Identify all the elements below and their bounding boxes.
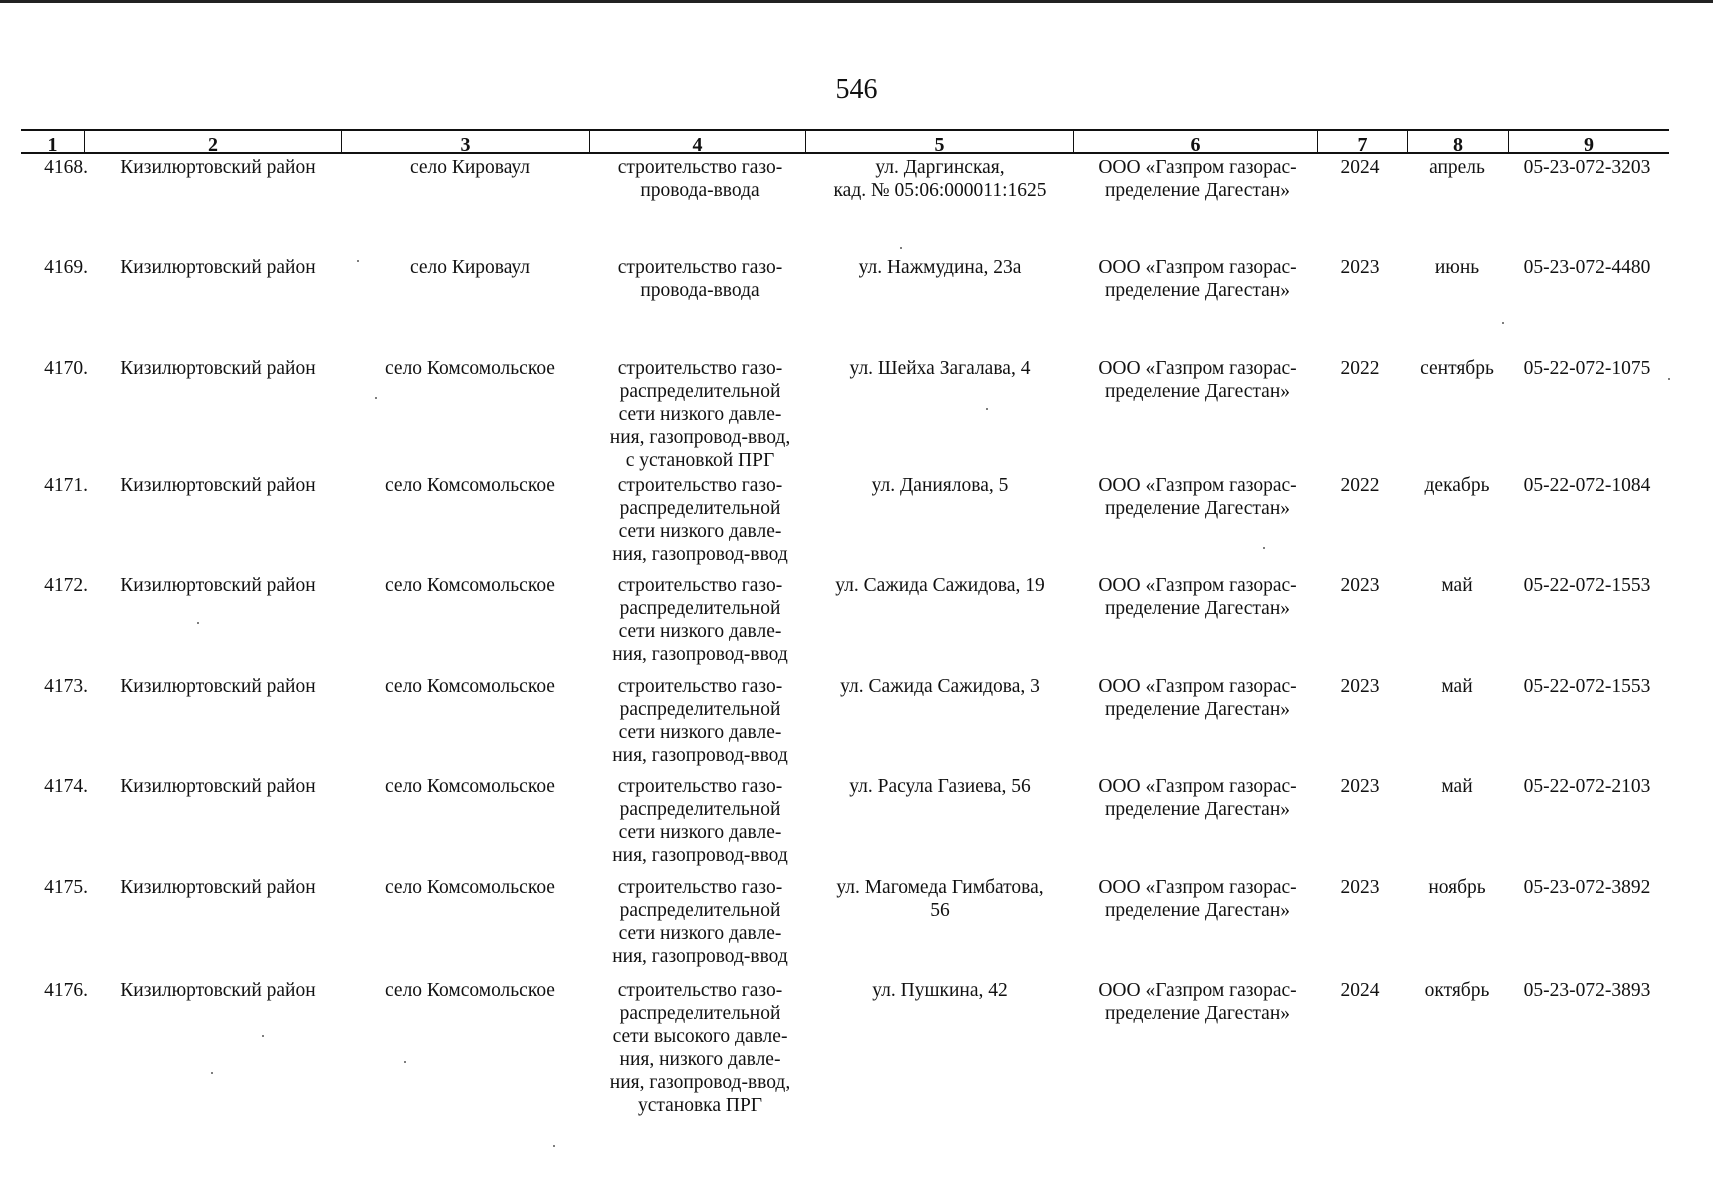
organization: ООО «Газпром газорас- пределение Дагестан» (1098, 776, 1297, 820)
scan-speck (900, 247, 902, 249)
district: Кизилюртовский район (120, 257, 316, 278)
scan-speck (375, 397, 377, 399)
row-number: 4173. (44, 676, 88, 697)
settlement: село Комсомольское (385, 980, 555, 1001)
settlement: село Комсомольское (385, 575, 555, 596)
work-description: строительство газо- распределительной сети высокого давле- ния, низкого давле- ния, газопровод-ввод, установка ПРГ (609, 980, 791, 1116)
table-header (21, 129, 1669, 154)
address: ул. Расула Газиева, 56 (849, 776, 1031, 797)
column-header-7: 7 (1317, 131, 1407, 154)
row-number: 4170. (44, 358, 88, 379)
registry-code: 05-23-072-3893 (1523, 980, 1651, 1001)
month: июнь (1434, 257, 1480, 278)
row-number: 4168. (44, 157, 88, 178)
scan-top-edge (0, 0, 1713, 3)
scan-speck (262, 1035, 264, 1037)
column-header-5: 5 (805, 131, 1073, 154)
work-description: строительство газо- провода-ввода (617, 257, 783, 301)
row-number: 4169. (44, 257, 88, 278)
year: 2023 (1340, 776, 1380, 797)
month: апрель (1429, 157, 1485, 178)
month: май (1441, 676, 1473, 697)
column-header-3: 3 (341, 131, 589, 154)
scan-speck (1668, 378, 1670, 380)
registry-code: 05-23-072-3892 (1523, 877, 1651, 898)
organization: ООО «Газпром газорас- пределение Дагестан» (1098, 980, 1297, 1024)
work-description: строительство газо- распределительной сети низкого давле- ния, газопровод-ввод (612, 475, 788, 565)
work-description: строительство газо- распределительной сети низкого давле- ния, газопровод-ввод (612, 676, 788, 766)
address: ул. Нажмудина, 23а (858, 257, 1022, 278)
scan-speck (404, 1061, 406, 1063)
work-description: строительство газо- распределительной сети низкого давле- ния, газопровод-ввод, с установкой ПРГ (609, 358, 791, 471)
row-number: 4172. (44, 575, 88, 596)
registry-code: 05-22-072-1075 (1523, 358, 1651, 379)
organization: ООО «Газпром газорас- пределение Дагестан» (1098, 475, 1297, 519)
district: Кизилюртовский район (120, 676, 316, 697)
organization: ООО «Газпром газорас- пределение Дагестан» (1098, 257, 1297, 301)
month: ноябрь (1428, 877, 1486, 898)
year: 2024 (1340, 980, 1380, 1001)
address: ул. Шейха Загалава, 4 (849, 358, 1031, 379)
month: сентябрь (1420, 358, 1494, 379)
scan-speck (986, 408, 988, 410)
year: 2022 (1340, 358, 1380, 379)
year: 2023 (1340, 257, 1380, 278)
scan-speck (553, 1145, 555, 1147)
month: май (1441, 575, 1473, 596)
scan-speck (357, 260, 359, 262)
registry-code: 05-23-072-4480 (1523, 257, 1651, 278)
scan-speck (1502, 322, 1504, 324)
scan-speck (197, 622, 199, 624)
address: ул. Магомеда Гимбатова, 56 (836, 877, 1044, 921)
scan-speck (211, 1072, 213, 1074)
work-description: строительство газо- провода-ввода (617, 157, 783, 201)
district: Кизилюртовский район (120, 980, 316, 1001)
registry-code: 05-22-072-1553 (1523, 575, 1651, 596)
settlement: село Кироваул (409, 257, 531, 278)
organization: ООО «Газпром газорас- пределение Дагестан» (1098, 575, 1297, 619)
district: Кизилюртовский район (120, 575, 316, 596)
district: Кизилюртовский район (120, 358, 316, 379)
address: ул. Пушкина, 42 (872, 980, 1008, 1001)
registry-code: 05-23-072-3203 (1523, 157, 1651, 178)
work-description: строительство газо- распределительной сети низкого давле- ния, газопровод-ввод (612, 877, 788, 967)
year: 2023 (1340, 575, 1380, 596)
column-header-9: 9 (1508, 131, 1669, 154)
column-header-1: 1 (47, 134, 58, 156)
month: октябрь (1424, 980, 1490, 1001)
organization: ООО «Газпром газорас- пределение Дагестан» (1098, 157, 1297, 201)
registry-code: 05-22-072-2103 (1523, 776, 1651, 797)
address: ул. Сажида Сажидова, 19 (835, 575, 1045, 596)
year: 2024 (1340, 157, 1380, 178)
settlement: село Кироваул (409, 157, 531, 178)
column-header-2: 2 (84, 131, 341, 154)
district: Кизилюртовский район (120, 157, 316, 178)
row-number: 4176. (44, 980, 88, 1001)
column-header-8: 8 (1407, 131, 1508, 154)
month: май (1441, 776, 1473, 797)
settlement: село Комсомольское (385, 776, 555, 797)
address: ул. Даргинская, кад. № 05:06:000011:1625 (833, 157, 1047, 201)
settlement: село Комсомольское (385, 877, 555, 898)
year: 2023 (1340, 676, 1380, 697)
work-description: строительство газо- распределительной сети низкого давле- ния, газопровод-ввод (612, 776, 788, 866)
district: Кизилюртовский район (120, 776, 316, 797)
settlement: село Комсомольское (385, 676, 555, 697)
settlement: село Комсомольское (385, 358, 555, 379)
column-header-4: 4 (589, 131, 805, 154)
organization: ООО «Газпром газорас- пределение Дагестан» (1098, 877, 1297, 921)
registry-code: 05-22-072-1084 (1523, 475, 1651, 496)
work-description: строительство газо- распределительной сети низкого давле- ния, газопровод-ввод (612, 575, 788, 665)
year: 2023 (1340, 877, 1380, 898)
organization: ООО «Газпром газорас- пределение Дагестан» (1098, 676, 1297, 720)
registry-code: 05-22-072-1553 (1523, 676, 1651, 697)
page-number: 546 (835, 74, 878, 105)
district: Кизилюртовский район (120, 475, 316, 496)
month: декабрь (1424, 475, 1490, 496)
district: Кизилюртовский район (120, 877, 316, 898)
scan-speck (1263, 547, 1265, 549)
row-number: 4174. (44, 776, 88, 797)
column-header-6: 6 (1073, 131, 1317, 154)
row-number: 4171. (44, 475, 88, 496)
year: 2022 (1340, 475, 1380, 496)
settlement: село Комсомольское (385, 475, 555, 496)
row-number: 4175. (44, 877, 88, 898)
address: ул. Даниялова, 5 (871, 475, 1009, 496)
address: ул. Сажида Сажидова, 3 (840, 676, 1040, 697)
organization: ООО «Газпром газорас- пределение Дагестан» (1098, 358, 1297, 402)
